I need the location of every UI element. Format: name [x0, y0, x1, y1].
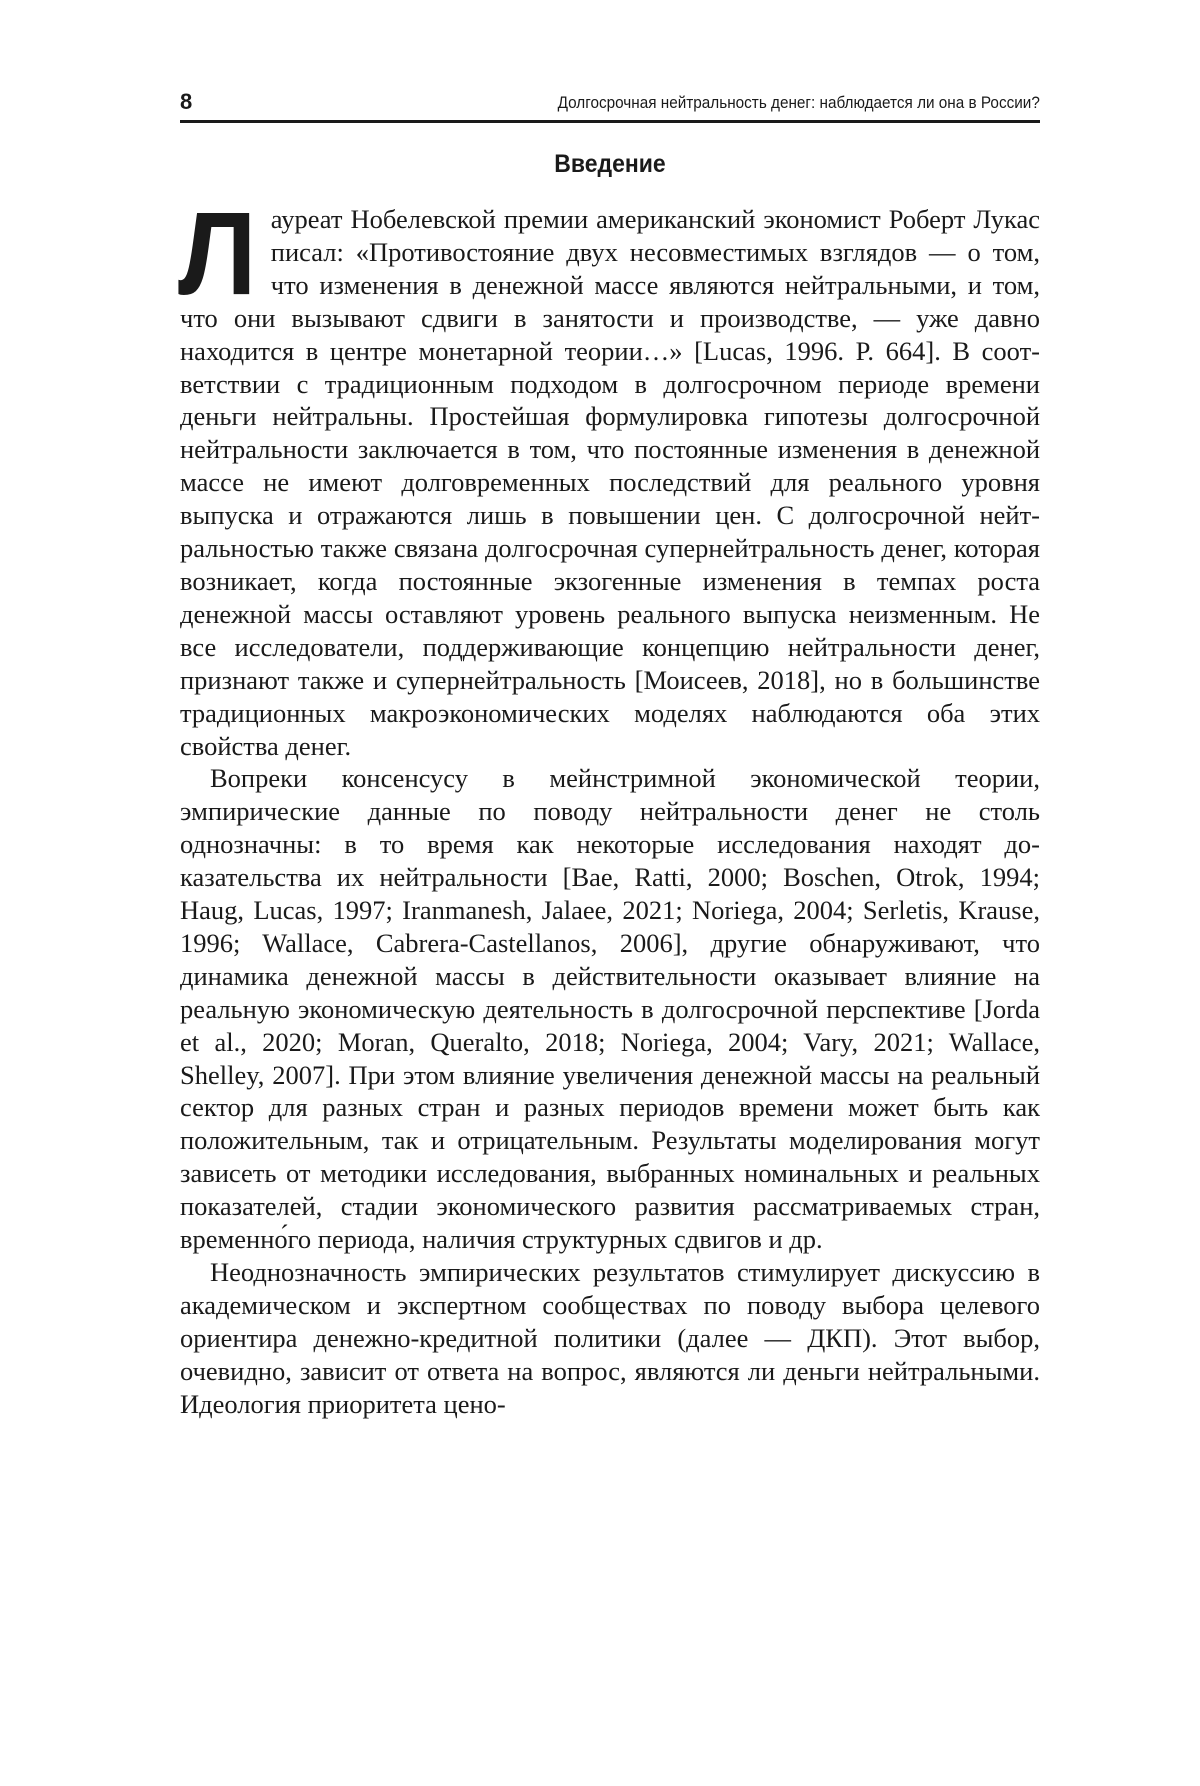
paragraph-3: Неоднозначность эмпирических результатов стимулирует дис­куссию в академическом и экспертном сообществах по поводу выбора целевого ориентира денежно-кредитной политики (да­лее — ДКП). Этот выбор, очевидно, зависит от ответа на вопрос, являются ли деньги нейтральными. Идеология приоритета цено-	[180, 1256, 1040, 1421]
running-title: Долгосрочная нейтральность денег: наблюдается ли она в России?	[558, 92, 1040, 114]
paragraph-1	[180, 203, 1040, 762]
body-text	[180, 203, 1040, 1421]
page-number: 8	[180, 90, 192, 114]
paragraph-1-text: ауреат Нобелевской премии американский экономист Роберт Лукас писал: «Противостояние двух несовме­стимых взглядов — о том, что изменения в денежной массе являются нейтральными, и том, что они вызывают сдвиги в занятости и производстве, — уже давно находится в центре монетарной теории…» [Lucas, 1996. P. 664]. В соот­ветствии с традиционным подходом в долгосрочном перио­де времени деньги нейтральны. Простейшая формулировка гипотезы долгосрочной нейтральности заключается в том, что постоянные изменения в денежной массе не имеют дол­говременных последствий для реального уровня выпуска и отражаются лишь в повышении цен. С долгосрочной нейт­ральностью также связана долгосрочная супернейтральность денег, которая возникает, когда постоянные экзогенные измене­ния в темпах роста денежной массы оставляют уровень реаль­ного выпуска неизменным. Не все исследователи, поддержива­ющие концепцию нейтральности денег, признают также и су­пернейтральность [Моисеев, 2018], но в большинстве тради­ционных макроэкономических моделях наблюдаются оба этих свойства денег.	[180, 204, 1040, 761]
drop-cap: Л	[178, 209, 257, 301]
section-title: Введение	[214, 149, 1005, 179]
book-page	[180, 84, 1040, 1421]
paragraph-2: Вопреки консенсусу в мейнстримной экономической теории, эмпирические данные по поводу нейтральности денег не столь однозначны: в то время как некоторые исследования находят до­казательства их нейтральности [Bae, Ratti, 2000; Boschen, Otrok, 1994; Haug, Lucas, 1997; Iranmanesh, Jalaee, 2021; Noriega, 2004; Serletis, Krause, 1996; Wallace, Cabrera-Castellanos, 2006], другие обнаруживают, что динамика денежной массы в действительно­сти оказывает влияние на реальную экономическую деятельность в долгосрочной перспективе [Jorda et al., 2020; Moran, Queralto, 2018; Noriega, 2004; Vary, 2021; Wallace, Shelley, 2007]. При этом влияние увеличения денежной массы на реальный сектор для раз­ных стран и разных периодов времени может быть как положи­тельным, так и отрицательным. Результаты моделирования могут зависеть от методики исследования, выбранных номинальных и реальных показателей, стадии экономического развития рас­сматриваемых стран, временно́го периода, наличия структурных сдвигов и др.	[180, 762, 1040, 1256]
running-header	[180, 84, 1040, 123]
